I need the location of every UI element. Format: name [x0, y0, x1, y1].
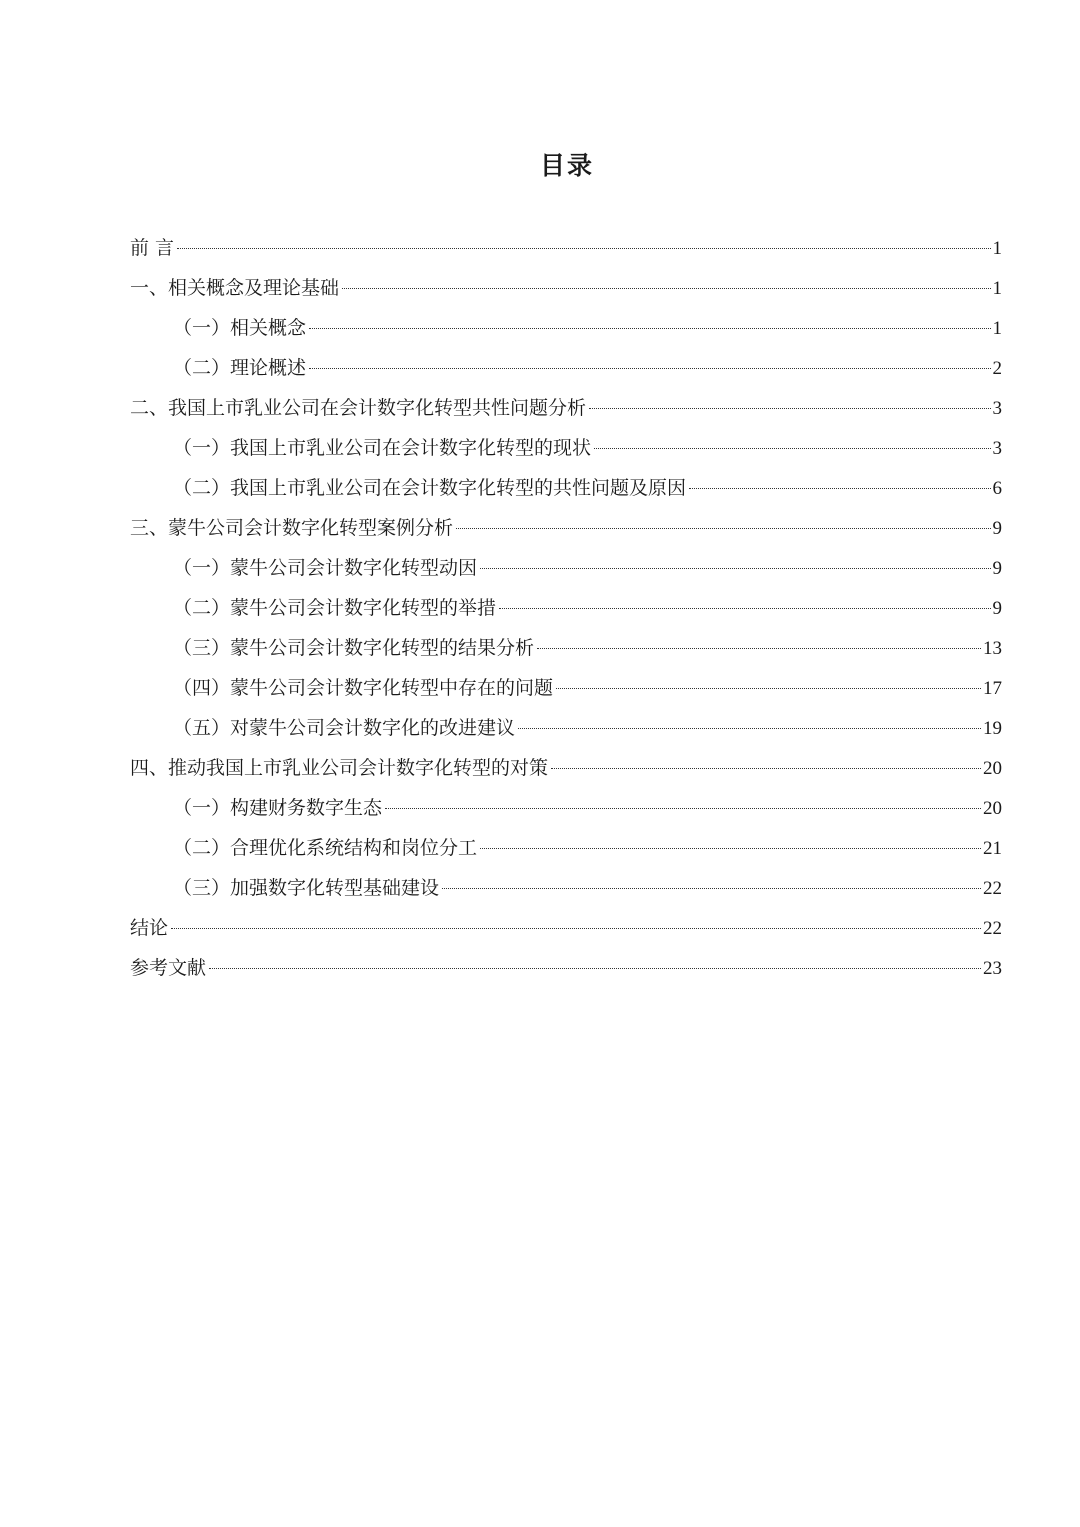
- toc-entry-label: 结论: [130, 917, 169, 939]
- toc-entry-page-number: 13: [983, 638, 1002, 659]
- toc-entry-label: （一）我国上市乳业公司在会计数字化转型的现状: [173, 437, 592, 459]
- toc-dot-leader: [556, 687, 981, 689]
- toc-entry[interactable]: [130, 868, 1002, 908]
- toc-entry[interactable]: [130, 668, 1002, 708]
- toc-dot-leader: [551, 767, 981, 769]
- toc-list: [130, 228, 1002, 988]
- toc-title: 目录: [539, 151, 594, 180]
- toc-entry-label: 三、蒙牛公司会计数字化转型案例分析: [130, 517, 454, 539]
- toc-entry[interactable]: [130, 388, 1002, 428]
- toc-entry-label: （五）对蒙牛公司会计数字化的改进建议: [173, 717, 516, 739]
- toc-entry-page-number: 1: [992, 278, 1002, 299]
- toc-entry[interactable]: [130, 468, 1002, 508]
- toc-entry[interactable]: [130, 548, 1002, 588]
- toc-entry[interactable]: [130, 708, 1002, 748]
- toc-entry-label: 参考文献: [130, 957, 207, 979]
- toc-dot-leader: [480, 847, 981, 849]
- toc-entry[interactable]: [130, 228, 1002, 268]
- toc-entry-label: （四）蒙牛公司会计数字化转型中存在的问题: [173, 677, 554, 699]
- toc-entry[interactable]: [130, 628, 1002, 668]
- toc-entry-page-number: 3: [992, 398, 1002, 419]
- toc-entry-label: 四、推动我国上市乳业公司会计数字化转型的对策: [130, 757, 549, 779]
- toc-dot-leader: [594, 447, 990, 449]
- toc-dot-leader: [480, 567, 990, 569]
- toc-entry-label: （二）我国上市乳业公司在会计数字化转型的共性问题及原因: [173, 477, 687, 499]
- toc-entry-page-number: 19: [983, 718, 1002, 739]
- toc-dot-leader: [689, 487, 990, 489]
- toc-dot-leader: [385, 807, 981, 809]
- toc-entry[interactable]: [130, 268, 1002, 308]
- toc-entry-label: （二）理论概述: [173, 357, 307, 379]
- toc-entry-label: （一）蒙牛公司会计数字化转型动因: [173, 557, 478, 579]
- toc-dot-leader: [589, 407, 990, 409]
- toc-entry-page-number: 2: [992, 358, 1002, 379]
- toc-entry-label: （三）加强数字化转型基础建设: [173, 877, 440, 899]
- toc-entry-label: 一、相关概念及理论基础: [130, 277, 340, 299]
- toc-entry-page-number: 3: [992, 438, 1002, 459]
- toc-entry-label: （一）构建财务数字生态: [173, 797, 383, 819]
- toc-entry-label: （一）相关概念: [173, 317, 307, 339]
- toc-entry[interactable]: [130, 788, 1002, 828]
- toc-dot-leader: [209, 967, 981, 969]
- toc-entry[interactable]: [130, 748, 1002, 788]
- toc-dot-leader: [456, 527, 990, 529]
- toc-entry-label: （二）蒙牛公司会计数字化转型的举措: [173, 597, 497, 619]
- toc-dot-leader: [309, 327, 990, 329]
- toc-entry-page-number: 22: [983, 878, 1002, 899]
- toc-entry[interactable]: [130, 908, 1002, 948]
- toc-dot-leader: [518, 727, 981, 729]
- toc-dot-leader: [442, 887, 981, 889]
- toc-entry-page-number: 20: [983, 758, 1002, 779]
- toc-entry-label: 二、我国上市乳业公司在会计数字化转型共性问题分析: [130, 397, 587, 419]
- toc-dot-leader: [537, 647, 981, 649]
- toc-entry-page-number: 9: [992, 558, 1002, 579]
- toc-dot-leader: [499, 607, 990, 609]
- toc-entry[interactable]: [130, 828, 1002, 868]
- toc-entry[interactable]: [130, 508, 1002, 548]
- toc-dot-leader: [342, 287, 990, 289]
- toc-entry[interactable]: [130, 588, 1002, 628]
- toc-entry-page-number: 21: [983, 838, 1002, 859]
- toc-entry-page-number: 9: [992, 598, 1002, 619]
- toc-entry-page-number: 1: [992, 238, 1002, 259]
- toc-entry-page-number: 1: [992, 318, 1002, 339]
- toc-dot-leader: [171, 927, 981, 929]
- toc-entry-page-number: 20: [983, 798, 1002, 819]
- toc-entry[interactable]: [130, 348, 1002, 388]
- toc-entry-label: （二）合理优化系统结构和岗位分工: [173, 837, 478, 859]
- toc-entry-page-number: 6: [992, 478, 1002, 499]
- toc-entry-page-number: 17: [983, 678, 1002, 699]
- toc-dot-leader: [309, 367, 990, 369]
- toc-entry-label: 前 言: [130, 237, 175, 259]
- toc-entry-page-number: 23: [983, 958, 1002, 979]
- toc-entry-page-number: 9: [992, 518, 1002, 539]
- toc-entry-label: （三）蒙牛公司会计数字化转型的结果分析: [173, 637, 535, 659]
- toc-dot-leader: [177, 247, 990, 249]
- toc-entry[interactable]: [130, 308, 1002, 348]
- toc-entry-page-number: 22: [983, 918, 1002, 939]
- toc-entry[interactable]: [130, 948, 1002, 988]
- toc-entry[interactable]: [130, 428, 1002, 468]
